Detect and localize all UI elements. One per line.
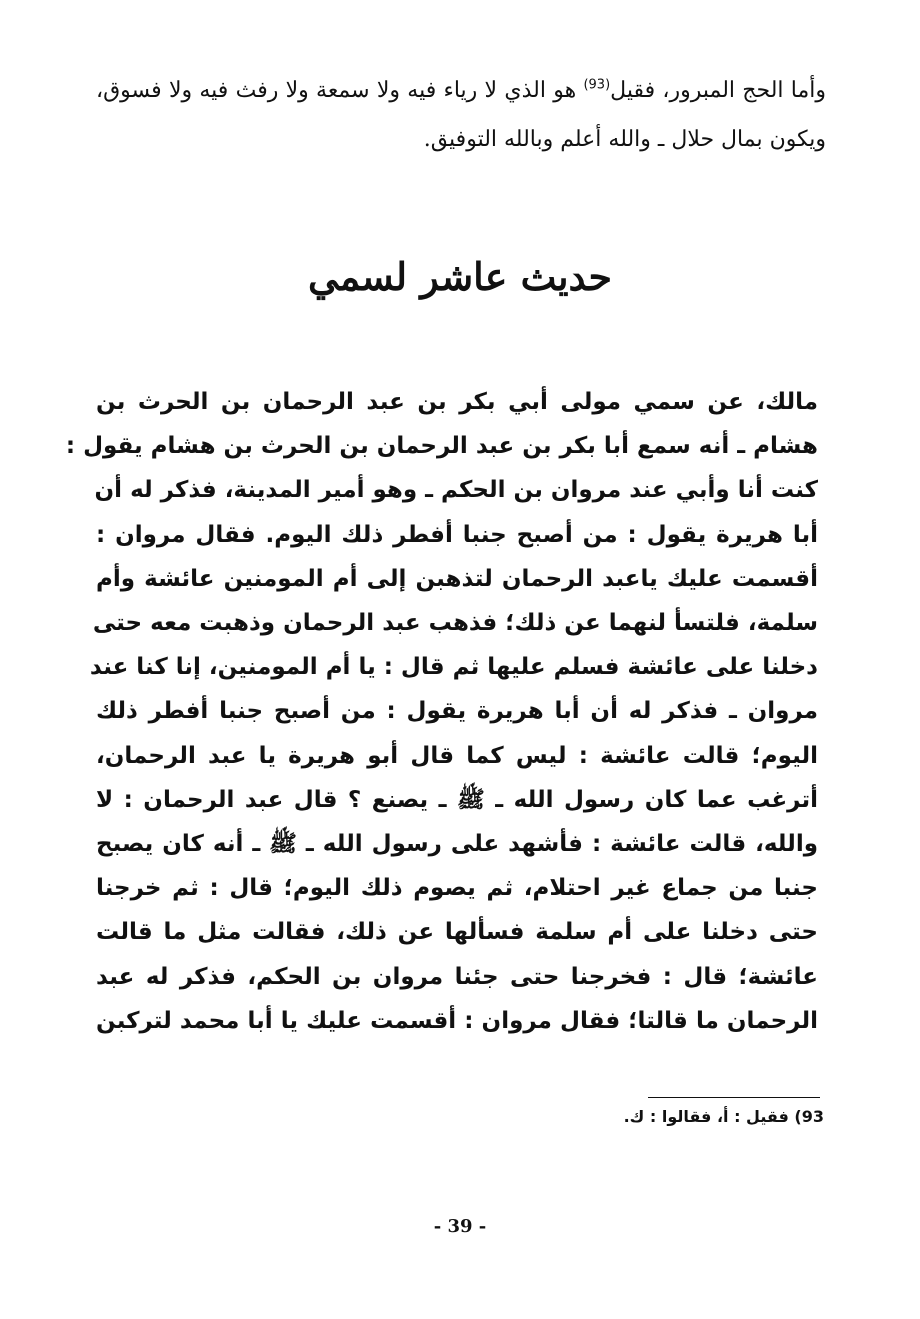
- body-line: حتى دخلنا على أم سلمة فسألها عن ذلك، فقالت مثل ما قالت: [96, 919, 818, 946]
- footnote: 93) فقيل : أ، فقالوا : ك.: [623, 1107, 824, 1126]
- body-line: اليوم؛ قالت عائشة : ليس كما قال أبو هريرة يا عبد الرحمان،: [96, 742, 818, 769]
- body-line: والله، قالت عائشة : فأشهد على رسول الله ـ ﷺ ـ أنه كان يصبح: [96, 831, 818, 858]
- body-line: مروان ـ فذكر له أن أبا هريرة يقول : من أصبح جنبا أفطر ذلك: [96, 698, 818, 725]
- footnote-separator: [648, 1097, 820, 1098]
- intro-paragraph: [96, 66, 826, 164]
- body-line: أقسمت عليك ياعبد الرحمان لتذهبن إلى أم المومنين عائشة وأم: [96, 565, 818, 592]
- intro-text-start: وأما الحج المبرور، فقيل: [610, 78, 826, 103]
- body-line: هشام ـ أنه سمع أبا بكر بن عبد الرحمان بن الحرث بن هشام يقول :: [65, 433, 818, 460]
- hadith-body: [65, 380, 818, 1043]
- body-line: جنبا من جماع غير احتلام، ثم يصوم ذلك اليوم؛ قال : ثم خرجنا: [96, 875, 818, 902]
- body-line: عائشة؛ قال : فخرجنا حتى جئنا مروان بن الحكم، فذكر له عبد: [96, 963, 818, 990]
- body-line: سلمة، فلتسأ لنهما عن ذلك؛ فذهب عبد الرحمان وذهبت معه حتى: [92, 610, 818, 637]
- body-line: مالك، عن سمي مولى أبي بكر بن عبد الرحمان بن الحرث بن: [96, 389, 818, 415]
- body-line: الرحمان ما قالتا؛ فقال مروان : أقسمت عليك يا أبا محمد لتركبن: [96, 1007, 818, 1034]
- page-number: - 39 -: [433, 1216, 487, 1237]
- body-line: أبا هريرة يقول : من أصبح جنبا أفطر ذلك اليوم. فقال مروان :: [96, 521, 818, 548]
- body-line: دخلنا على عائشة فسلم عليها ثم قال : يا أم المومنين، إنا كنا عند: [89, 654, 818, 681]
- body-line: كنت أنا وأبي عند مروان بن الحكم ـ وهو أمير المدينة، فذكر له أن: [94, 477, 818, 504]
- intro-text-end: هو الذي لا رياء فيه ولا سمعة ولا رفث فيه ولا فسوق، ويكون بمال حلال ـ والله أعلم وبالله التوفيق.: [96, 78, 826, 152]
- footnote-reference[interactable]: (93): [583, 77, 611, 93]
- section-title: حديث عاشر لسمي: [308, 254, 612, 299]
- body-line: أترغب عما كان رسول الله ـ ﷺ ـ يصنع ؟ قال عبد الرحمان : لا: [96, 786, 818, 813]
